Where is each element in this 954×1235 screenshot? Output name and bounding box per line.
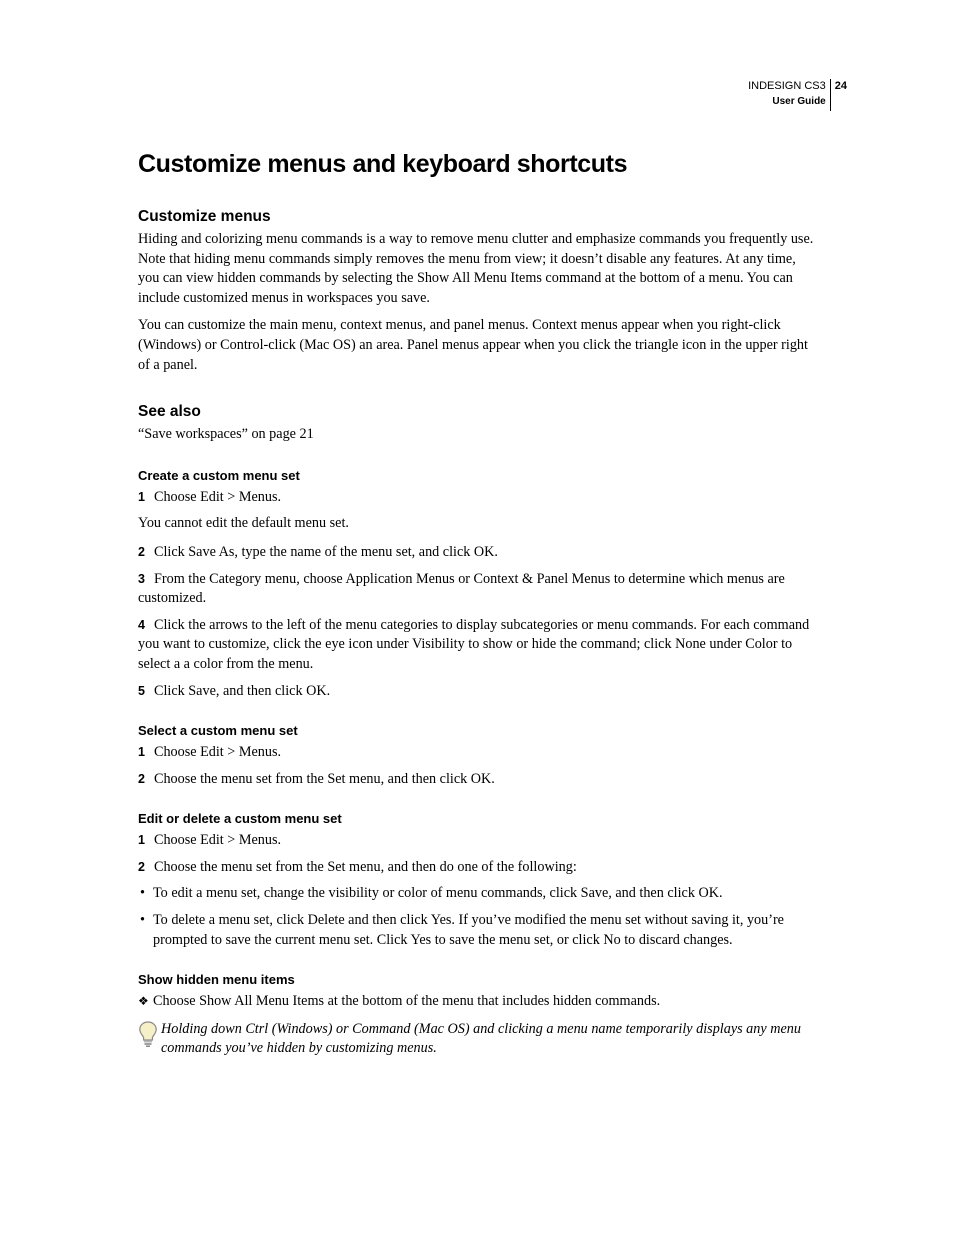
edit-menu-set-heading: Edit or delete a custom menu set	[138, 811, 342, 827]
intro-paragraph-1: Hiding and colorizing menu commands is a way to remove menu clutter and emphasize commands you frequently use. Note that hiding menu commands simply removes the menu from view; it doesn’t disable any features. At any time, you can view hidden commands by selecting the Show All Menu Items command at the bottom of a menu. You can include customized menus in workspaces you save.	[138, 231, 814, 306]
tip-note: Holding down Ctrl (Windows) or Command (Mac OS) and clicking a menu name temporarily displays any menu commands you’ve hidden by customizing menus.	[138, 1020, 816, 1059]
create-note: You cannot edit the default menu set.	[138, 515, 349, 532]
see-also-heading: See also	[138, 403, 201, 421]
edit-step-1: 1 Choose Edit > Menus.	[138, 832, 282, 849]
see-also-link[interactable]: “Save workspaces” on page 21	[138, 426, 314, 443]
header-product: INDESIGN CS3	[748, 80, 826, 92]
lightbulb-icon	[138, 1020, 158, 1048]
create-step-1: 1 Choose Edit > Menus.	[138, 488, 282, 505]
edit-bullet-1: • To edit a menu set, change the visibility or color of menu commands, click Save, and then click OK.	[138, 884, 816, 904]
create-step-3: 3 From the Category menu, choose Application Menus or Context & Panel Menus to determine which menus are customized.	[138, 570, 785, 607]
page-title: Customize menus and keyboard shortcuts	[138, 150, 628, 178]
page-content	[138, 146, 816, 1067]
intro-paragraph-2: You can customize the main menu, context menus, and panel menus. Context menus appear when you right-click (Windows) or Control-click (Mac OS) an area. Panel menus appear when you click the triangle icon in the upper right of a panel.	[138, 317, 808, 373]
show-hidden-heading: Show hidden menu items	[138, 972, 295, 988]
create-menu-set-heading: Create a custom menu set	[138, 467, 300, 483]
create-step-2: 2 Click Save As, type the name of the menu set, and click OK.	[138, 543, 498, 560]
edit-step-2: 2 Choose the menu set from the Set menu, and then do one of the following:	[138, 858, 577, 875]
bullet-glyph: •	[140, 912, 145, 929]
bullet-glyph: •	[140, 885, 145, 902]
create-step-4: 4 Click the arrows to the left of the menu categories to display subcategories or menu commands. For each command you want to customize, click the eye icon under Visibility to show or hide the command; click None under Color to select a a color from the menu.	[138, 616, 810, 672]
diamond-marker-icon: ❖	[138, 994, 149, 1009]
section-heading-customize-menus: Customize menus	[138, 208, 271, 225]
page-number: 24	[834, 80, 847, 92]
header-product-block	[748, 79, 831, 111]
select-step-2: 2 Choose the menu set from the Set menu, and then click OK.	[138, 770, 495, 787]
edit-bullet-2: • To delete a menu set, click Delete and then click Yes. If you’ve modified the menu set without saving it, you’re prompted to save the current menu set. Click Yes to save the menu set, or click No to discard changes.	[140, 912, 784, 948]
header-guide: User Guide	[772, 96, 826, 107]
select-menu-set-heading: Select a custom menu set	[138, 723, 298, 739]
running-header	[748, 79, 847, 111]
show-hidden-step: ❖ Choose Show All Menu Items at the bottom of the menu that includes hidden commands.	[138, 992, 816, 1012]
create-step-5: 5 Click Save, and then click OK.	[138, 682, 331, 699]
select-step-1: 1 Choose Edit > Menus.	[138, 744, 282, 761]
